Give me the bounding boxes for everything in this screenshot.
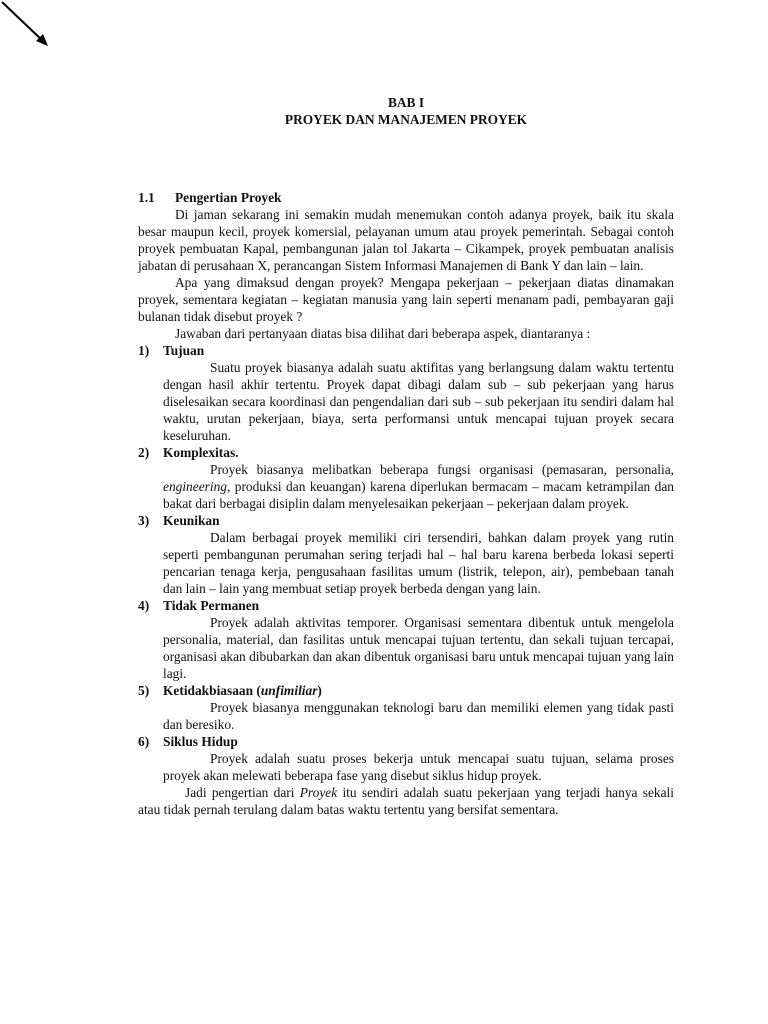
list-item-heading — [138, 733, 674, 750]
list-item-number: 3) — [138, 513, 150, 528]
italic-term: engineering — [163, 479, 227, 494]
list-item-title: Tujuan — [163, 343, 205, 358]
body-text: Jadi pengertian dari — [185, 785, 300, 800]
list-item-number: 4) — [138, 598, 150, 613]
document-page — [138, 94, 674, 818]
list-item-number: 6) — [138, 734, 150, 749]
closing-paragraph — [138, 784, 674, 818]
list-item-title: Keunikan — [163, 513, 220, 528]
list-item-body: Suatu proyek biasanya adalah suatu aktifitas yang berlangsung dalam waktu tertentu dengan hasil akhir tertentu. Proyek dapat dibagi dalam sub – sub pekerjaan yang harus diselesaikan secara koordinasi dan pengendalian dari sub – sub pekerjaan itu sendiri dalam hal waktu, urutan pekerjaan, biaya, serta performansi untuk mencapai tujuan proyek secara keseluruhan. — [163, 360, 674, 443]
body-text: itu sendiri adalah suatu pekerjaan yang terjadi hanya sekali atau tidak pernah terulang dalam batas waktu tertentu yang bersifat sementara. — [138, 785, 674, 817]
list-item-title: Ketidakbiasaan ( — [163, 683, 261, 698]
body-text: Proyek biasanya melibatkan beberapa fungsi organisasi (pemasaran, personalia, — [210, 462, 674, 477]
list-item-title-suffix: ) — [317, 683, 322, 698]
body-text: , produksi dan keuangan) karena diperlukan bermacam – macam ketrampilan dan bakat dari berbagai disiplin dalam menyelesaikan pekerjaan – pekerjaan dalam proyek. — [163, 479, 674, 511]
list-item-body: Proyek adalah aktivitas temporer. Organisasi sementara dibentuk untuk mengelola personalia, material, dan fasilitas untuk mencapai tujuan tertentu, dan sekali tujuan tercapai, organisasi akan dibubarkan dan akan dibentuk organisasi baru untuk mencapai tujuan yang lain lagi. — [163, 615, 674, 681]
list-item-title: Siklus Hidup — [163, 734, 238, 749]
list-item-title: Tidak Permanen — [163, 598, 260, 613]
paragraph: Di jaman sekarang ini semakin mudah menemukan contoh adanya proyek, baik itu skala besar maupun kecil, proyek komersial, pelayanan umum atau proyek pemerintah. Sebagai contoh proyek pembuatan Kapal, pembangunan jalan tol Jakarta – Cikampek, proyek pembuatan analisis jabatan di perusahaan X, perancangan Sistem Informasi Manajemen di Bank Y dan lain – lain. — [138, 207, 674, 273]
chapter-label: BAB I — [387, 95, 425, 110]
italic-term: unfimiliar — [260, 683, 318, 698]
list-item-heading — [138, 682, 674, 699]
paragraph: Apa yang dimaksud dengan proyek? Mengapa pekerjaan – pekerjaan diatas dinamakan proyek, sementara kegiatan – kegiatan manusia yang lain seperti menanam padi, pembayaran gaji bulanan tidak disebut proyek ? — [138, 275, 674, 324]
list-item-heading — [138, 512, 674, 529]
list-item-heading — [138, 597, 674, 614]
list-item-body: Proyek adalah suatu proses bekerja untuk mencapai suatu tujuan, selama proses proyek akan melewati beberapa fase yang disebut siklus hidup proyek. — [163, 751, 674, 783]
list-item-heading — [138, 342, 674, 359]
list-item-number: 5) — [138, 683, 150, 698]
list-item-body: Dalam berbagai proyek memiliki ciri tersendiri, bahkan dalam proyek yang rutin seperti pembangunan perumahan sering terjadi hal – hal baru karena berbeda lokasi seperti pencarian tenaga kerja, pengusahaan fasilitas umum (listrik, telepon, air), pembebaan tanah dan lain – lain yang membuat setiap proyek berbeda dengan yang lain. — [163, 530, 674, 596]
list-item-number: 1) — [138, 343, 150, 358]
paragraph: Jawaban dari pertanyaan diatas bisa dilihat dari beberapa aspek, diantaranya : — [175, 326, 591, 341]
section-number: 1.1 — [138, 190, 155, 205]
italic-term: Proyek — [299, 785, 338, 800]
list-item-number: 2) — [138, 445, 150, 460]
corner-arrow-icon — [0, 0, 60, 60]
list-item-title: Komplexitas. — [163, 445, 239, 460]
list-item-heading — [138, 444, 674, 461]
section-heading — [138, 189, 674, 206]
list-item-body: Proyek biasanya menggunakan teknologi baru dan memiliki elemen yang tidak pasti dan beresiko. — [163, 700, 674, 732]
section-title: Pengertian Proyek — [175, 190, 282, 205]
list-item-body — [163, 461, 674, 512]
chapter-title: PROYEK DAN MANAJEMEN PROYEK — [284, 112, 528, 127]
